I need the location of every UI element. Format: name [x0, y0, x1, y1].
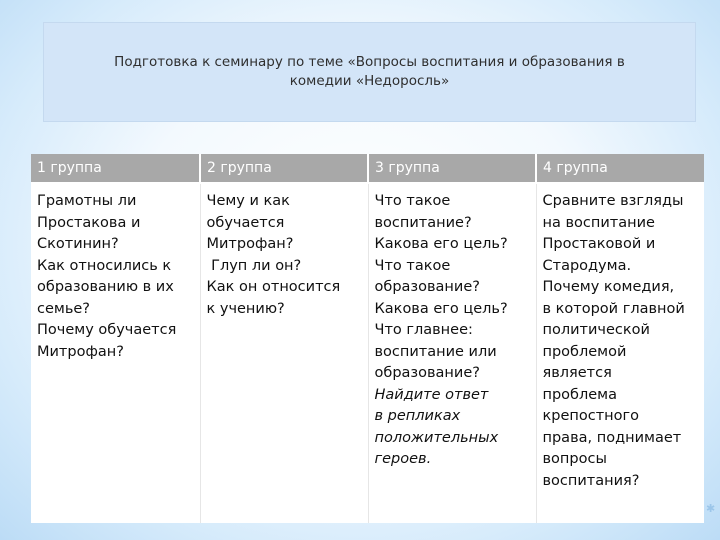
cell-line: воспитания? [542, 472, 640, 489]
cell-line: на воспитание [542, 214, 655, 231]
cell-line: Что главнее: [374, 322, 473, 338]
table-header-row [31, 154, 704, 183]
slide-title [70, 53, 670, 91]
cell-group-1 [31, 183, 200, 523]
cell-line: Глуп ли он? [206, 257, 302, 274]
cell-line: Стародума. [542, 257, 632, 274]
cell-line: Простакова и [37, 214, 141, 231]
cell-line: Простаковой и [542, 236, 656, 252]
cell-line: Скотинин? [37, 236, 119, 252]
cell-line: крепостного [542, 408, 639, 424]
cell-line: Митрофан? [206, 236, 294, 252]
cell-line: Что такое [374, 193, 451, 209]
cell-line: Как относились к [37, 257, 172, 274]
cell-line: Митрофан? [37, 343, 124, 360]
cell-line: Почему комедия, [542, 279, 675, 295]
cell-line: образование? [374, 365, 480, 381]
cell-line: права, поднимает [542, 429, 682, 446]
cell-line: Грамотны ли [37, 193, 137, 209]
table-row [31, 183, 704, 523]
cell-line: проблема [542, 386, 618, 403]
cell-line: Почему обучается [37, 322, 177, 338]
cell-line-italic: героев. [374, 451, 432, 467]
cell-line: обучается [206, 214, 285, 231]
cell-line: воспитание или [374, 343, 497, 360]
cell-line: Сравните взгляды [542, 193, 684, 209]
cell-group-4 [536, 183, 704, 523]
cell-line: является [542, 365, 612, 381]
header-group-1: 1 группа [31, 154, 200, 183]
cell-line-italic: Найдите ответ [374, 386, 489, 403]
cell-line: Чему и как [206, 193, 290, 209]
title-box [43, 22, 696, 122]
cell-line-italic: в репликах [374, 408, 461, 424]
cell-group-2 [200, 183, 368, 523]
header-group-2: 2 группа [200, 154, 368, 183]
cell-line: к учению? [206, 300, 285, 317]
cell-group-3 [368, 183, 536, 523]
slide-title-line-2: комедии «Недоросль» [289, 73, 450, 89]
cell-line: в которой главной [542, 300, 685, 317]
cell-line: образованию в их [37, 279, 174, 295]
cell-line: Как он относится [206, 279, 341, 295]
cell-line: политической [542, 322, 650, 338]
header-group-4: 4 группа [536, 154, 704, 183]
cell-line: семье? [37, 300, 90, 317]
cell-line: образование? [374, 279, 480, 295]
cell-line: Какова его цель? [374, 236, 508, 252]
cell-line-italic: положительных [374, 429, 499, 446]
cell-line: проблемой [542, 343, 627, 360]
cell-line: Что такое [374, 257, 451, 274]
cell-line: воспитание? [374, 214, 472, 231]
slide-title-line-1: Подготовка к семинару по теме «Вопросы воспитания и образования в [114, 54, 625, 70]
cell-line: Какова его цель? [374, 300, 508, 317]
header-group-3: 3 группа [368, 154, 536, 183]
cell-line: вопросы [542, 451, 607, 467]
star-icon: ✱ [706, 502, 716, 515]
groups-table [31, 154, 704, 523]
